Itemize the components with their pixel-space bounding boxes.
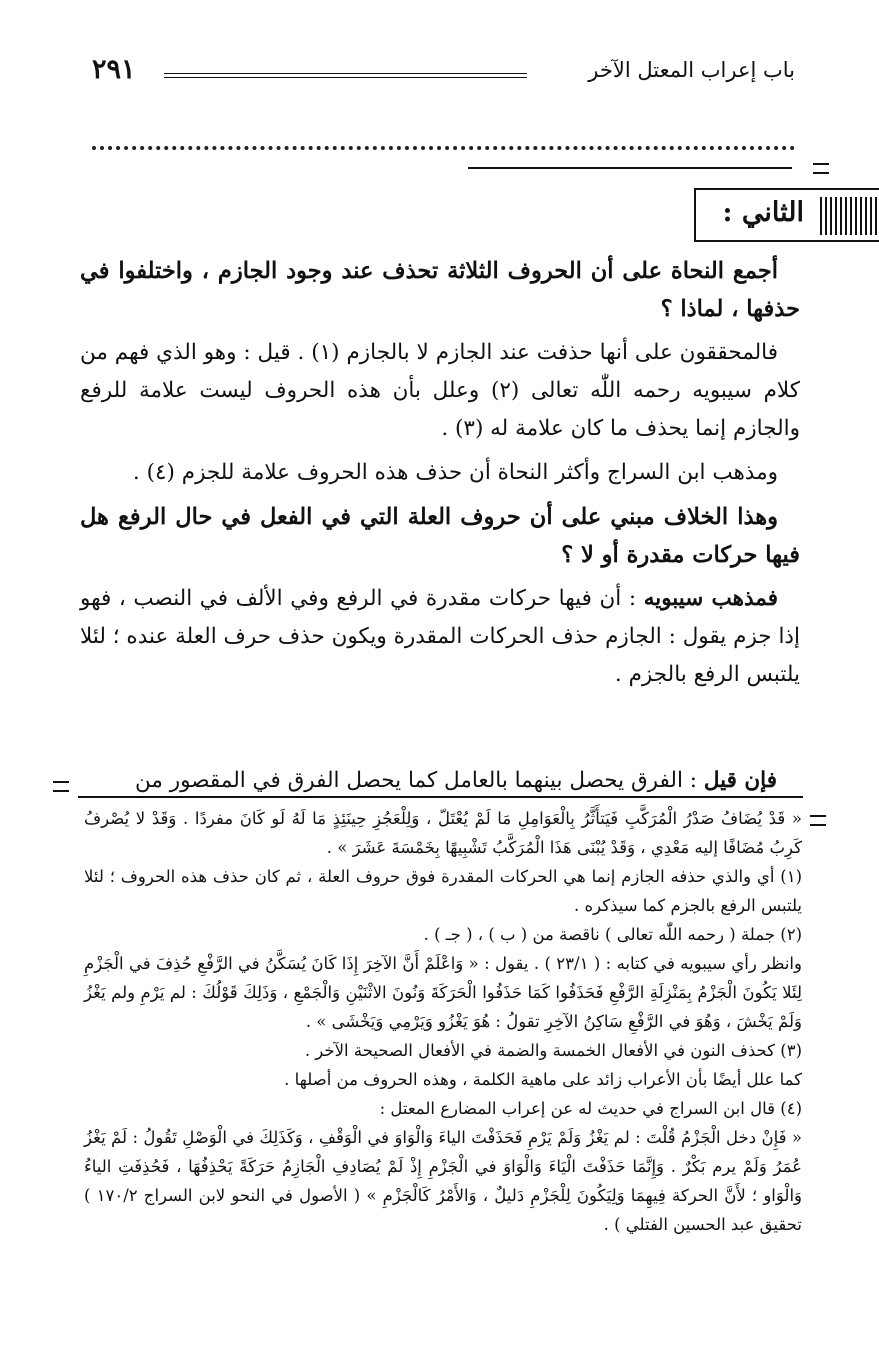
footnote: (١) أي والذي حذفه الجازم إنما هي الحركات المقدرة فوق حروف العلة ، ثم كان حذف هذه الحروف ؛ لئلا يلتبس الرفع بالجزم كما سيذكره . (84, 867, 802, 915)
section-heading-box (694, 188, 879, 242)
paragraph: وهذا الخلاف مبني على أن حروف العلة التي في الفعل في حال الرفع هل فيها حركات مقدرة أو لا ؟ (80, 504, 800, 568)
running-header (92, 54, 795, 94)
section-heading: الثاني : (722, 197, 804, 228)
footnote: كما علل أيضًا بأن الأعراب زائد على ماهية الكلمة ، وهذه الحروف من أصلها . (284, 1070, 802, 1089)
paragraph: فمذهب سيبويه : أن فيها حركات مقدرة في الرفع وفي الألف في النصب ، فهو إذا جزم يقول : الجازم حذف الحركات المقدرة ويكون حذف حرف العلة عنده ؛ لئلا يلتبس الرفع بالجزم . (80, 586, 800, 687)
paragraph: فالمحققون على أنها حذفت عند الجازم لا بالجازم (١) . قيل : وهو الذي فهم من كلام سيبويه رحمه اللّٰه تعالى (٢) وعلل بأن هذه الحروف ليست علامة للرفع والجازم إنما يحذف ما كان علامة له (٣) . (80, 340, 800, 441)
header-double-rule (164, 73, 527, 78)
continuation-mark (813, 163, 829, 174)
continuation-mark (53, 781, 69, 792)
paragraph-lead: فإن قيل (703, 768, 777, 793)
heading-ornament (820, 197, 879, 235)
paragraph-lead: فمذهب سيبويه (643, 586, 778, 611)
chapter-title: باب إعراب المعتل الآخر (588, 58, 795, 82)
dotted-separator (92, 146, 795, 150)
main-text (80, 252, 800, 700)
paragraph: ومذهب ابن السراج وأكثر النحاة أن حذف هذه الحروف علامة للجزم (٤) . (132, 460, 778, 485)
paragraph: أجمع النحاة على أن الحروف الثلاثة تحذف عند وجود الجازم ، واختلفوا في حذفها ، لماذا ؟ (80, 258, 800, 322)
footnotes (84, 804, 802, 1239)
footnote: « قَدْ يُضَافُ صَدْرُ الْمُرَكَّبِ فَيَتأَثَّرُ بِالْعَوَامِلِ مَا لَمْ يُعْتَلّ ، وَلِلْعَجُزِ حِينَئِذٍ مَا لَهُ لَو كَانَ مفردًا . وَقَدْ لا يُصْرفُ كَرِبُ مُضَافًا إليه مَعْدِي ، وَقَدْ يُبْنَى هَذَا الْمُرَكَّبُ تَشْبِيهًا بِخَمْسَةَ عَشَرَ » . (84, 809, 802, 857)
footnote: (٢) جملة ( رحمه اللّٰه تعالى ) ناقصة من ( ب ) ، ( جـ ) . (423, 925, 802, 944)
last-line: فإن قيل : الفرق يحصل بينهما بالعامل كما يحصل الفرق في المقصور من (135, 768, 777, 793)
footnote-rule (78, 796, 803, 798)
short-separator (468, 167, 792, 169)
footnote: وانظر رأي سيبويه في كتابه : ( ٢٣/١ ) . يقول : « وَاعْلَمْ أَنَّ الآخِرَ إِذَا كَانَ يُسَكَّنُ في الرَّفْعِ حُذِفَ في الْجَزْمِ لِئَلا يَكُونَ الْجَزْمُ بِمَنْزِلَةِ الرَّفْعِ فَحَذَفُوا كَمَا حَذَفُوا الْحَرَكَةَ وَنُونَ الاثْنَيْنِ وَالْجَمْعِ ، وَذَلِكَ قَوْلُكَ : لم يَرْمِ ولم يَغْزُ وَلَمْ يَخْشَ ، وَهُوَ في الرَّفْعِ سَاكِنُ الآخِرِ تقولُ : هُوَ يَغْزُو وَيَرْمِي وَيَخْشَى » . (84, 954, 802, 1031)
continuation-mark (810, 815, 826, 826)
footnote: (٣) كحذف النون في الأفعال الخمسة والضمة في الأفعال الصحيحة الآخر . (304, 1041, 802, 1060)
footnote: (٤) قال ابن السراج في حديث له عن إعراب المضارع المعتل : (379, 1099, 802, 1118)
footnote: « فَإِنْ دخل الْجَزْمُ قُلْتَ : لم يَغْزُ وَلَمْ يَرْمِ فَحَذَفْتَ الياءَ وَالْوَاوَ في الْوَقْفِ ، وَكَذَلِكَ في الْوَصْلِ تَقُولُ : لَمْ يَغْزُ عُمَرُ وَلَمْ يرم بَكْرٌ . وَإِنَّمَا حَذَفْتَ الْيَاءَ وَالْوَاوَ في الْجَزْمِ إِذْ لَمْ يُصَادِفِ الْجَازِمُ حَرَكَةً يَحْذِفُهَا ، فَحُذِفَتِ الياءُ وَالْوَاو ؛ لأَنَّ الحركة فِيهِمَا وَلِيَكُونَ لِلْجَزْمِ دَليلٌ ، وَالأَمْرُ كَالْجَزْمِ » ( الأصول في النحو لابن السراج ١٧٠/٢ ) تحقيق عبد الحسين الفتلي ) . (84, 1128, 802, 1234)
page-number: ٢٩١ (92, 54, 136, 85)
